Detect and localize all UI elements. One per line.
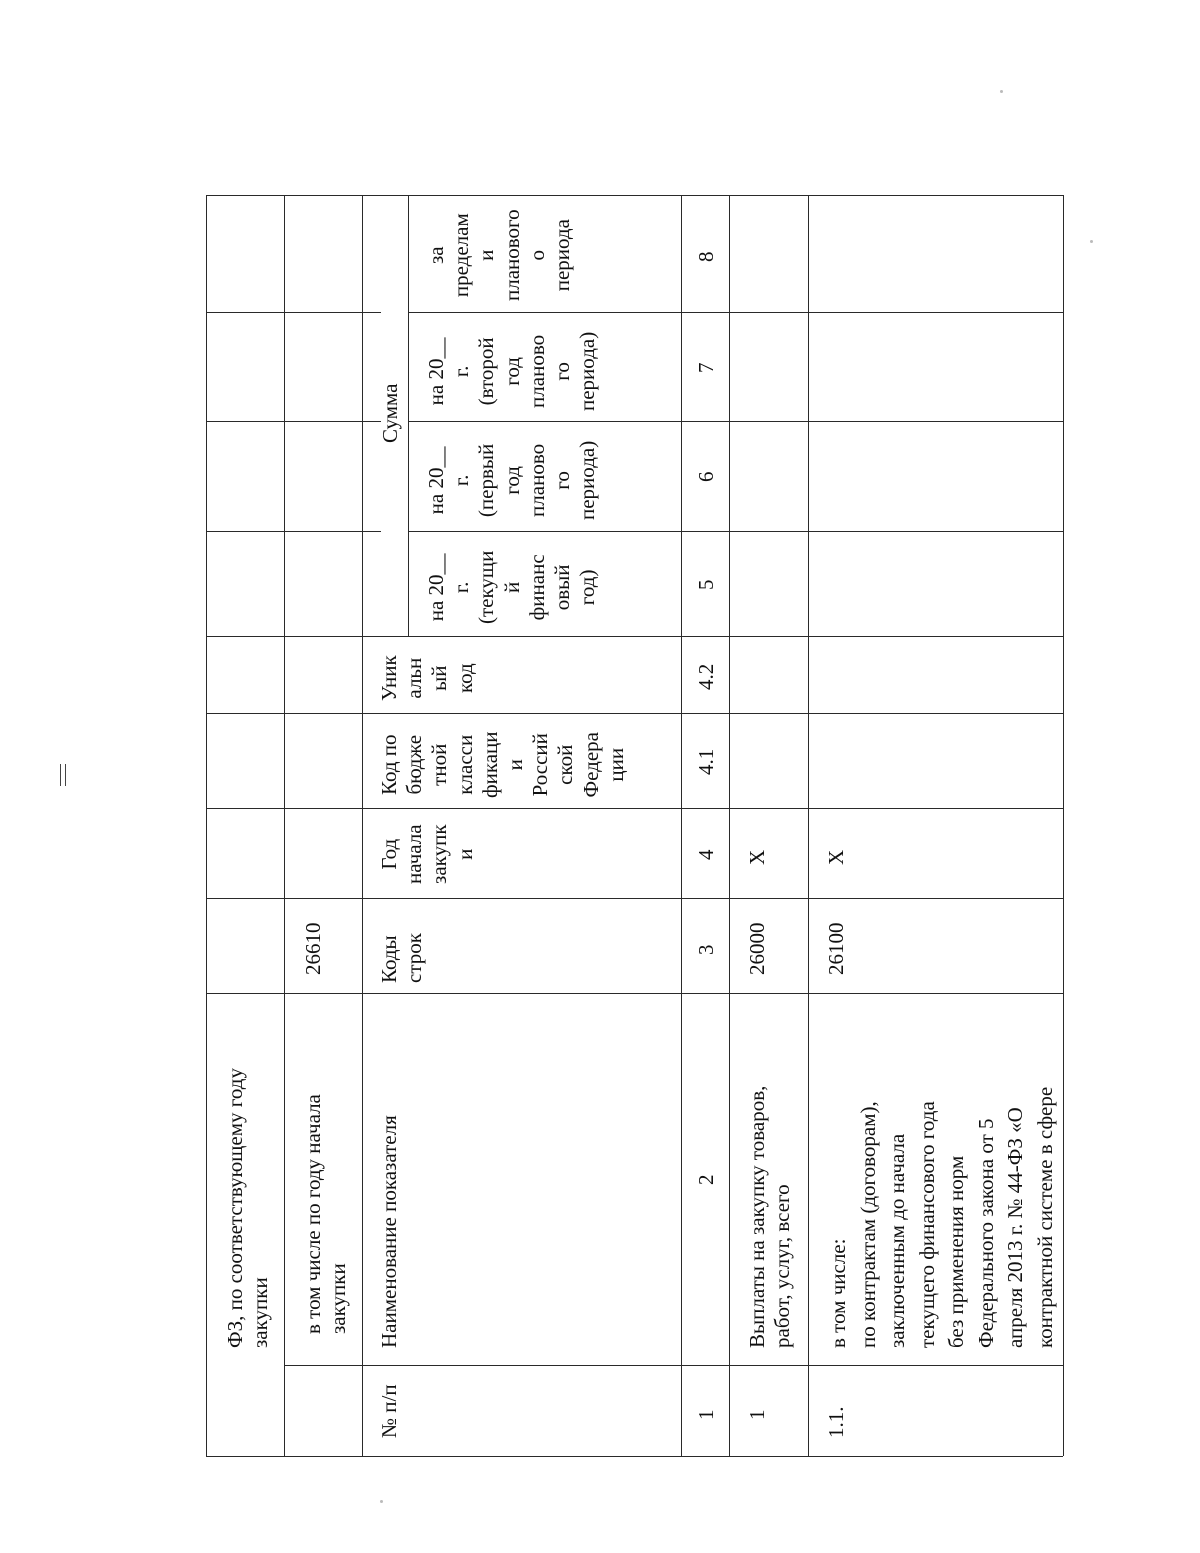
column-divider — [206, 808, 1063, 809]
row4-year: Х — [824, 849, 848, 865]
header-sum: Сумма — [378, 383, 402, 443]
column-divider — [408, 531, 1063, 532]
row4-code: 26100 — [824, 922, 848, 975]
column-divider — [284, 1365, 1063, 1366]
col-number-8: 8 — [694, 251, 718, 262]
scan-speck — [380, 1500, 383, 1503]
col-number-4: 4 — [694, 849, 718, 860]
col-number-2: 2 — [694, 1174, 718, 1185]
header-year: Год начала закупк и — [377, 824, 477, 884]
header-codes: Коды строк — [377, 933, 427, 983]
col-number-5: 5 — [694, 579, 718, 590]
header-name: Наименование показателя — [377, 1115, 401, 1348]
column-divider — [206, 636, 1063, 637]
row3-num: 1 — [745, 1409, 769, 1420]
row2-code: 26610 — [301, 922, 325, 975]
row2-name: в том числе по году начала закупки — [301, 1094, 351, 1334]
row-divider — [681, 195, 682, 1456]
row4-num: 1.1. — [824, 1406, 848, 1438]
row3-year: Х — [745, 849, 769, 865]
table-border-top — [206, 195, 1063, 196]
row-divider — [808, 195, 809, 1456]
row1-name: ФЗ, по соответствующему году закупки — [223, 1068, 273, 1348]
row3-name: Выплаты на закупку товаров, работ, услуг, всего — [745, 1085, 795, 1348]
sum-header-divider — [408, 195, 409, 636]
header-sum-first-plan-year: на 20__ г. (первый год планово го периода) — [424, 440, 600, 520]
scan-speck — [1000, 90, 1003, 93]
col-number-4-2: 4.2 — [694, 663, 718, 690]
row4-name: в том числе: по контрактам (договорам), заключенным до начала текущего финансового года без применения норм Федерального закона от 5 апреля 2013 г. № 44-ФЗ «О контрактной системе в сфере — [826, 1086, 1057, 1348]
column-divider — [206, 898, 1063, 899]
header-num: № п/п — [377, 1384, 401, 1438]
col-number-7: 7 — [694, 362, 718, 373]
row-divider — [362, 195, 363, 1456]
header-sum-current-year: на 20__ г. (текущи й финанс овый год) — [424, 550, 600, 624]
header-kbk: Код по бюдже тной класси фикаци и Россий ской Федера ции — [377, 731, 628, 798]
col-number-6: 6 — [694, 471, 718, 482]
column-divider — [206, 993, 1063, 994]
col-number-1: 1 — [694, 1409, 718, 1420]
scan-speck — [1090, 240, 1093, 243]
col-number-4-1: 4.1 — [694, 748, 718, 775]
row-divider — [284, 195, 285, 1456]
column-divider — [206, 421, 381, 422]
column-divider — [206, 531, 381, 532]
row3-code: 26000 — [745, 922, 769, 975]
scan-artifact-mark — [60, 764, 66, 786]
row-divider — [729, 195, 730, 1456]
column-divider — [206, 713, 1063, 714]
table-border-right — [1063, 195, 1064, 1456]
header-sum-second-plan-year: на 20__ г. (второй год планово го периода) — [424, 331, 600, 411]
header-unique-code: Уник альн ый код — [377, 655, 477, 701]
column-divider — [408, 421, 1063, 422]
table-border-bottom — [206, 1456, 1063, 1457]
column-divider — [206, 312, 381, 313]
col-number-3: 3 — [694, 944, 718, 955]
table-border-left — [206, 195, 207, 1456]
header-sum-beyond-plan: за пределам и планового о периода — [424, 209, 574, 301]
column-divider — [408, 312, 1063, 313]
